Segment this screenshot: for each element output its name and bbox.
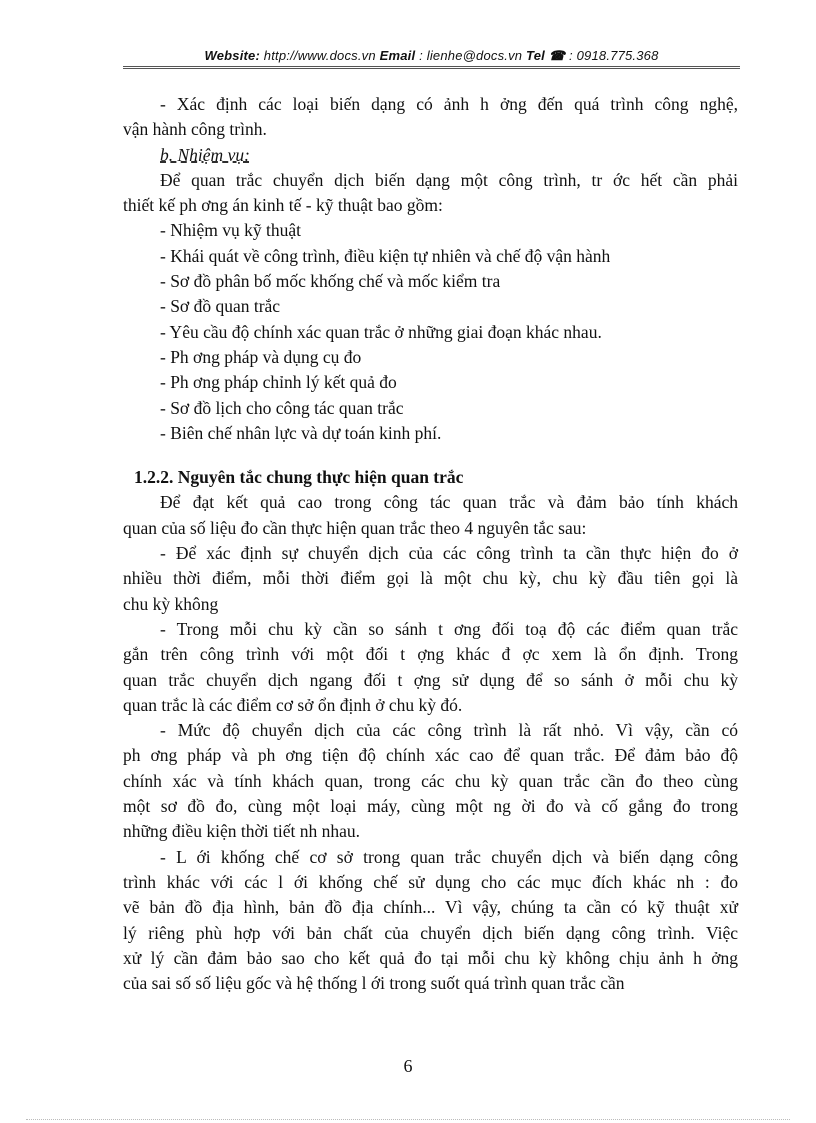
list-item: - Yêu cầu độ chính xác quan trắc ở những giai đoạn khác nhau. <box>160 321 602 342</box>
text-line: những điều kiện thời tiết nh nhau. <box>123 821 360 842</box>
section-heading: 1.2.2. Nguyên tắc chung thực hiện quan trắc <box>134 467 464 488</box>
text-line: quan trắc là các điểm cơ sở ổn định ở chu kỳ đó. <box>123 694 463 715</box>
email-value[interactable]: : lienhe@docs.vn <box>415 48 527 63</box>
text-line: lý riêng phù hợp với bản chất của chuyển dịch biến dạng công trình. Việc <box>123 922 738 943</box>
text-line: xử lý cần đảm bảo sao cho kết quả đo tại mỗi chu kỳ không chịu ảnh h ởng <box>123 947 738 968</box>
list-item: - Sơ đồ quan trắc <box>160 296 281 317</box>
tel-value: : 0918.775.368 <box>565 48 659 63</box>
text-line: ph ơng pháp và ph ơng tiện độ chính xác cao để quan trắc. Để đảm bảo độ <box>123 745 738 766</box>
task-label: b. Nhiệm vụ: <box>160 144 250 165</box>
text-line: - Xác định các loại biến dạng có ảnh h ởng đến quá trình công nghệ, <box>160 94 738 114</box>
text-line: nhiều thời điểm, mỗi thời điểm gọi là một chu kỳ, chu kỳ đầu tiên gọi là <box>123 568 738 589</box>
list-item: - Sơ đồ lịch cho công tác quan trắc <box>160 397 404 418</box>
document-body <box>123 92 738 996</box>
text-line: chu kỳ không <box>123 593 219 614</box>
text-line: vận hành công trình. <box>123 119 267 140</box>
list-item: - Sơ đồ phân bố mốc khống chế và mốc kiểm tra <box>160 271 501 292</box>
text-line: vẽ bản đồ địa hình, bản đồ địa chính... Vì vậy, chúng ta cần có kỹ thuật xử <box>123 897 738 918</box>
list-item: - Khái quát về công trình, điều kiện tự nhiên và chế độ vận hành <box>160 245 611 266</box>
text-line: gắn trên công trình với một đối t ợng khác đ ợc xem là ổn định. Trong <box>123 644 738 665</box>
text-line: - Trong mỗi chu kỳ cần so sánh t ơng đối toạ độ các điểm quan trắc <box>160 618 738 639</box>
list-item: - Nhiệm vụ kỹ thuật <box>160 220 301 241</box>
text-line: - Để xác định sự chuyển dịch của các công trình ta cần thực hiện đo ở <box>160 543 738 564</box>
page-header <box>123 48 740 64</box>
text-line: thiết kế ph ơng án kinh tế - kỹ thuật bao gồm: <box>123 195 443 216</box>
telephone-icon: ☎ <box>544 48 566 63</box>
list-item: - Ph ơng pháp và dụng cụ đo <box>160 346 362 367</box>
text-line: Để đạt kết quả cao trong công tác quan trắc và đảm bảo tính khách <box>160 492 738 513</box>
email-label: Email <box>379 48 416 63</box>
website-label: Website: <box>204 48 260 63</box>
page-number: 6 <box>403 1056 413 1076</box>
website-url[interactable]: http://www.docs.vn <box>260 48 380 63</box>
text-line: của sai số số liệu gốc và hệ thống l ới trong suốt quá trình quan trắc cần <box>123 973 625 994</box>
text-line: Để quan trắc chuyển dịch biến dạng một công trình, tr ớc hết cần phải <box>160 169 738 190</box>
text-line: - L ới khống chế cơ sở trong quan trắc chuyển dịch và biến dạng công <box>160 846 738 867</box>
text-line: chính xác và tính khách quan, trong các chu kỳ quan trắc cần đo theo cùng <box>123 770 738 791</box>
list-item: - Biên chế nhân lực và dự toán kinh phí. <box>160 422 442 443</box>
tel-label: Tel <box>526 48 545 63</box>
page-bottom-border <box>26 1119 790 1120</box>
text-line: quan trắc chuyển dịch ngang đối t ợng sử dụng để so sánh ở mỗi chu kỳ <box>123 669 738 690</box>
text-line: quan của số liệu đo cần thực hiện quan trắc theo 4 nguyên tắc sau: <box>123 517 587 538</box>
list-item: - Ph ơng pháp chỉnh lý kết quả đo <box>160 372 397 393</box>
text-line: - Mức độ chuyển dịch của các công trình là rất nhỏ. Vì vậy, cần có <box>160 720 738 741</box>
text-line: một sơ đồ đo, cùng một loại máy, cùng một ng ời đo và cố gắng đo trong <box>123 796 738 817</box>
text-line: trình khác với các l ới khống chế sử dụng cho các mục đích khác nh : đo <box>123 871 738 892</box>
header-divider <box>123 66 740 69</box>
